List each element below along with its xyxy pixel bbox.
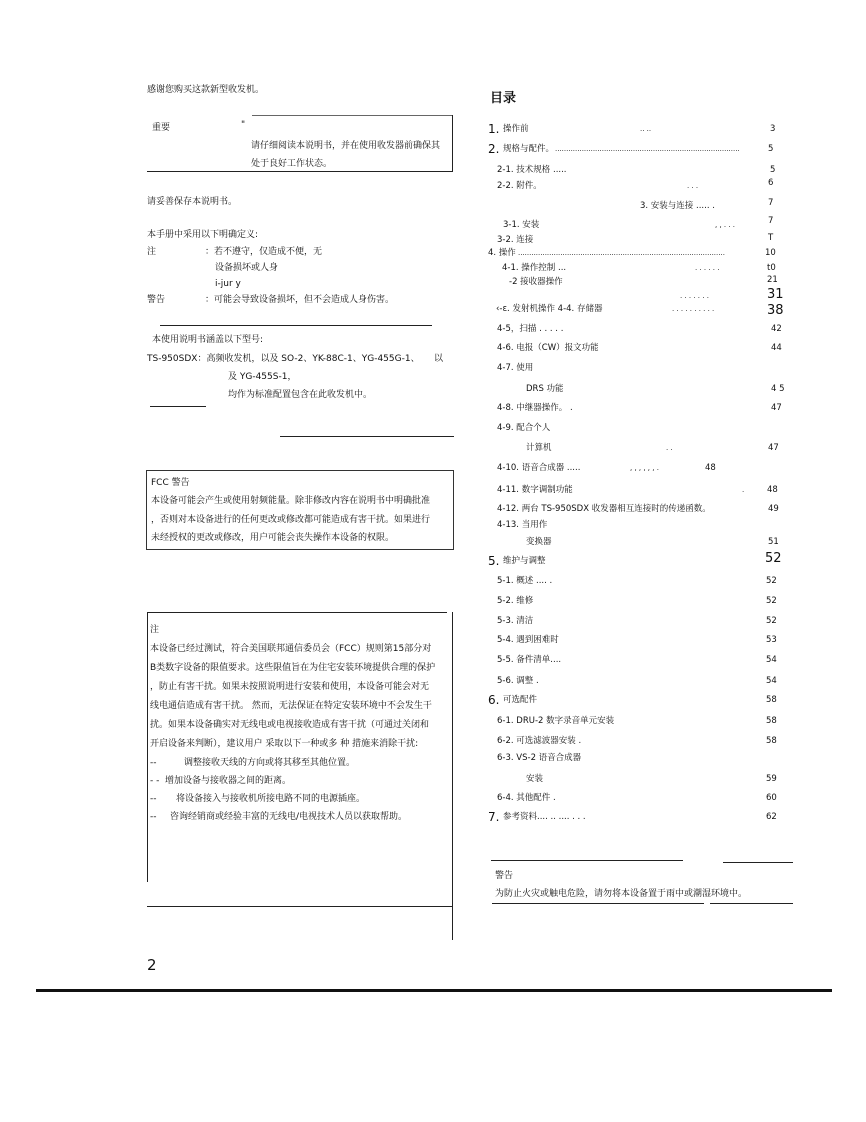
toc-entry-label[interactable]: 4. 操作 — [488, 248, 516, 258]
fcc-warning-line: 未经授权的更改或修改，用户可能会丧失操作本设备的权限。 — [151, 533, 395, 543]
toc-entry-label[interactable]: 变换器 — [526, 537, 552, 547]
note-definition-3: i-jur y — [215, 279, 241, 289]
toc-title: 目录 — [490, 91, 517, 106]
toc-entry-label[interactable]: 3-2. 连接 — [497, 235, 534, 245]
warning-label: 警告 — [147, 295, 166, 305]
note-label: 注 — [147, 247, 157, 257]
toc-page-number: 42 — [771, 324, 782, 334]
toc-entry-number: 1. — [488, 122, 500, 136]
toc-page-number: 31 — [767, 287, 784, 302]
toc-entry-label[interactable]: 2-1. 技术规格 ..... — [497, 165, 567, 175]
toc-page-number: 7 — [768, 198, 774, 208]
toc-page-number: 60 — [766, 793, 777, 803]
fire-warning-text: 为防止火灾或触电危险，请勿将本设备置于雨中或潮湿环境中。 — [495, 889, 748, 899]
models-line-2: 及 YG-455S-1， — [228, 372, 297, 382]
note-box-title: 注 — [150, 625, 160, 635]
fcc-warning-line: 本设备可能会产生或使用射频能量。除非修改内容在说明书中明确批准 — [151, 496, 431, 506]
toc-entry-number: 7. — [488, 810, 500, 824]
divider — [280, 436, 454, 437]
models-line-1: TS-950SDX：高频收发机，以及 SO-2、YK-88C-1、YG-455G-1、 — [147, 354, 420, 364]
note-box-line: 开启设备来判断），建议用户 采取以下一种或多 种 措施来消除干扰: — [150, 739, 419, 749]
bullet-dash: -- — [150, 758, 157, 768]
note-definition-1: ：若不遵守，仅造成不便，无 — [205, 247, 323, 257]
thanks-text: 感谢您购买这款新型收发机。 — [147, 85, 265, 95]
toc-page-number: 47 — [768, 443, 779, 453]
keep-manual-text: 请妥善保存本说明书。 — [147, 197, 238, 207]
toc-entry-label[interactable]: 4-12. 两台 TS-950SDX 收发器相互连接时的传递函数。 — [497, 504, 711, 514]
warning-definition: ：可能会导致设备损坏，但不会造成人身伤害。 — [205, 295, 395, 305]
toc-leader-dots: ............................................................................................. — [518, 250, 725, 257]
note-box-line: 本设备已经过测试，符合美国联邦通信委员会（FCC）规则第15部分对 — [150, 644, 432, 654]
toc-entry-label[interactable]: 操作前 — [503, 124, 529, 134]
toc-entry-label[interactable]: 6-4. 其他配件 . — [497, 793, 556, 803]
toc-page-number: 6 — [768, 178, 774, 188]
toc-entry-label[interactable]: 5-3. 清洁 — [497, 616, 534, 626]
toc-page-number: 38 — [767, 303, 784, 318]
toc-entry-number: 6. — [488, 693, 500, 707]
toc-entry-label[interactable]: 5-4. 遇到困难时 — [497, 635, 559, 645]
toc-leader-dots: . — [742, 486, 745, 494]
note-box-line: 扰。如果本设备确实对无线电或电视接收造成有害干扰（可通过关闭和 — [150, 720, 430, 730]
important-label: 重要 — [152, 123, 171, 133]
important-mark: " — [241, 120, 246, 130]
toc-page-number: 52 — [765, 551, 782, 566]
bullet-dash: -- — [150, 794, 157, 804]
toc-entry-label[interactable]: 参考资料.... .. .... . . . — [503, 812, 586, 822]
toc-page-number: 51 — [768, 537, 779, 547]
toc-page-number: 4 5 — [771, 384, 785, 394]
toc-leader-dots: . . . — [687, 182, 699, 190]
definitions-intro: 本手册中采用以下明确定义: — [147, 230, 259, 240]
toc-entry-number: 5. — [488, 554, 500, 568]
toc-entry-label[interactable]: 规格与配件。 — [503, 144, 555, 154]
bullet-text: 咨询经销商或经验丰富的无线电/电视技术人员以获取帮助。 — [170, 812, 408, 822]
toc-leader-dots: , , , , , , . — [630, 464, 659, 472]
bullet-dash: -- — [150, 812, 157, 822]
bullet-dash: - - — [150, 776, 160, 786]
toc-entry-label[interactable]: 6-1. DRU-2 数字录音单元安装 — [497, 716, 615, 726]
bullet-text: 将设备接入与接收机所接电路不同的电源插座。 — [176, 794, 366, 804]
toc-page-number: 21 — [767, 275, 778, 285]
toc-entry-label[interactable]: 5-5. 备件清单.... — [497, 655, 562, 665]
models-line-1-end: 以 — [434, 354, 444, 364]
note-box-line: 线电通信造成有害干扰。 然而，无法保证在特定安装环境中不会发生干 — [150, 701, 432, 711]
toc-entry-label[interactable]: 6-2. 可选滤波器安装 . — [497, 736, 582, 746]
toc-page-number: 54 — [766, 655, 777, 665]
toc-entry-label[interactable]: 4-5，扫描 . . . . . — [497, 324, 564, 334]
toc-page-number: 5 — [770, 165, 776, 175]
toc-entry-label[interactable]: 安装 — [526, 774, 544, 784]
toc-entry-label[interactable]: 3. 安装与连接 ..... . — [640, 201, 715, 211]
toc-page-number: 52 — [766, 576, 777, 586]
toc-leader-dots: . . — [666, 444, 673, 452]
toc-page-number: 49 — [768, 504, 779, 514]
page-number: 2 — [147, 956, 157, 974]
bullet-text: 调整接收天线的方向或将其移至其他位置。 — [184, 758, 356, 768]
fcc-warning-line: ，否则对本设备进行的任何更改或修改都可能造成有害干扰。如果进行 — [151, 515, 431, 525]
toc-page-number: 59 — [766, 774, 777, 784]
toc-page-number: 47 — [771, 403, 782, 413]
bullet-text: 增加设备与接收器之间的距离。 — [165, 776, 292, 786]
toc-page-number: 48 — [767, 485, 778, 495]
toc-page-number: 54 — [766, 676, 777, 686]
toc-page-number: t0 — [767, 263, 776, 273]
toc-entry-label[interactable]: DRS 功能 — [526, 384, 564, 394]
important-line-1: 请仔细阅读本说明书，并在使用收发器前确保其 — [251, 141, 441, 151]
divider — [160, 325, 432, 326]
toc-entry-label[interactable]: 计算机 — [526, 443, 552, 453]
models-line-3: 均作为标准配置包含在此收发机中。 — [228, 390, 373, 400]
toc-page-number: 10 — [765, 248, 776, 258]
toc-page-number: 7 — [768, 216, 774, 226]
toc-entry-label[interactable]: 4-13. 当用作 — [497, 520, 548, 530]
toc-leader-dots: ................................................................................... — [555, 146, 740, 153]
toc-entry-label[interactable]: 3-1. 安装 — [503, 220, 540, 230]
toc-page-number: 53 — [766, 635, 777, 645]
toc-entry-label[interactable]: 4-11. 数字调制功能 — [497, 485, 573, 495]
note-box-line: ，防止有害干扰。如果未按照说明进行安装和使用，本设备可能会对无 — [150, 682, 430, 692]
toc-entry-label[interactable]: 4-8. 中继器操作。 . — [497, 403, 573, 413]
toc-page-number: 3 — [770, 124, 776, 134]
toc-entry-label[interactable]: 5-1. 概述 .... . — [497, 576, 553, 586]
models-intro: 本使用说明书涵盖以下型号: — [152, 335, 264, 345]
toc-page-number: 58 — [766, 695, 777, 705]
fcc-warning-title: FCC 警告 — [151, 478, 190, 488]
toc-page-number: 52 — [766, 596, 777, 606]
toc-page-number: 58 — [766, 736, 777, 746]
toc-leader-dots: . . . . . . . . . . — [672, 305, 715, 313]
toc-entry-label[interactable]: 2-2. 附件。 — [497, 181, 542, 191]
toc-entry-label[interactable]: 4-6. 电报（CW）报文功能 — [497, 343, 599, 353]
toc-page-number: 5 — [768, 144, 774, 154]
important-line-2: 处于良好工作状态。 — [251, 159, 333, 169]
fcc-warning-box — [146, 470, 454, 550]
toc-entry-label[interactable]: 6-3. VS-2 语音合成器 — [497, 753, 582, 763]
page-bottom-rule — [36, 989, 832, 992]
divider — [150, 406, 206, 407]
toc-leader-dots: , , . . . — [715, 221, 736, 229]
toc-entry-label[interactable]: 维护与调整 — [503, 556, 546, 566]
toc-entry-label[interactable]: 5-2. 维修 — [497, 596, 534, 606]
toc-entry-label[interactable]: 4-1. 操作控制 ... — [502, 263, 567, 273]
toc-page-number: 44 — [771, 343, 782, 353]
toc-page-number: 62 — [766, 812, 777, 822]
toc-entry-label[interactable]: ‹-ε. 发射机操作 4-4. 存储器 — [496, 304, 603, 314]
toc-entry-number: 2. — [488, 142, 500, 156]
toc-leader-dots: . . . . . . . — [680, 292, 709, 300]
note-definition-2: 设备损坏或人身 — [215, 263, 279, 273]
toc-entry-label[interactable]: 可选配件 — [503, 695, 538, 705]
toc-entry-label[interactable]: 4-10. 语音合成器 ..... — [497, 463, 581, 473]
toc-page-number: 58 — [766, 716, 777, 726]
toc-leader-dots: .. .. — [640, 125, 652, 133]
toc-entry-label[interactable]: 4-7. 使用 — [497, 363, 534, 373]
toc-entry-label[interactable]: 5-6. 调整 . — [497, 676, 539, 686]
toc-leader-dots: . . . . . . — [695, 264, 720, 272]
toc-page-number: T — [768, 233, 774, 243]
fire-warning-title: 警告 — [495, 871, 514, 881]
toc-entry-label[interactable]: 4-9. 配合个人 — [497, 423, 551, 433]
toc-entry-label[interactable]: -2 接收器操作 — [509, 277, 563, 287]
toc-page-number: 48 — [705, 463, 716, 473]
toc-page-number: 52 — [766, 616, 777, 626]
note-box-line: B类数字设备的限值要求。这些限值旨在为住宅安装环境提供合理的保护 — [150, 663, 436, 673]
